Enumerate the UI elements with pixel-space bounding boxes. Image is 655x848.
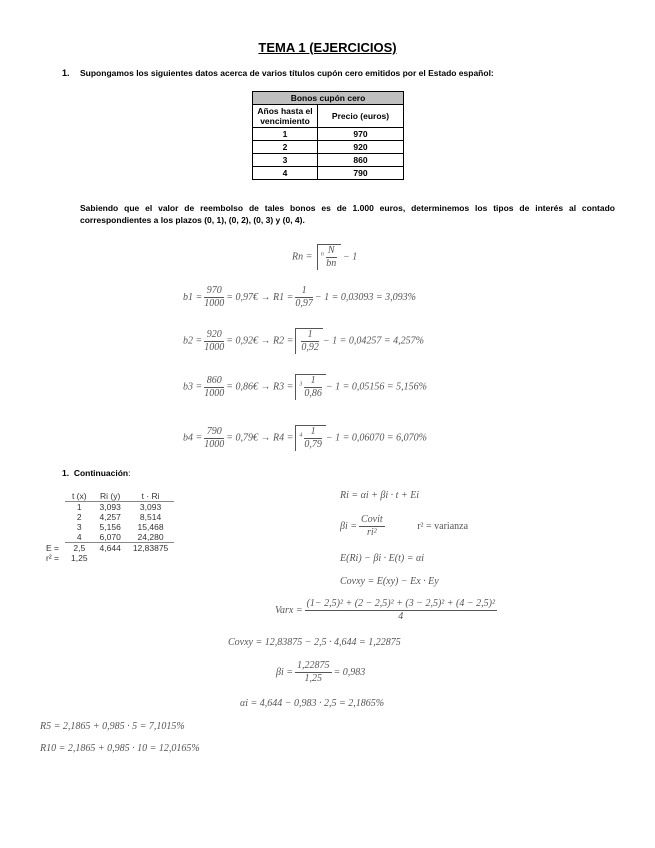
beta-definition: βi = $\frac{\text{Covit}}{\text{ri²}}$ r² = varianza bbox=[340, 514, 469, 538]
regression-model: Ri = αi + βi · t + Ei bbox=[340, 490, 420, 501]
equation-b2: b2 = $\frac{920}{1000}$ = 0,92€ → R2 = $\frac{1}{0,92}$ − 1 = 0,04257 = 4,257% bbox=[183, 328, 424, 353]
col-header-anos: Años hasta el vencimiento bbox=[253, 105, 318, 128]
stats-table: t (x) Ri (y) t · Ri 1 3,093 3,093 2 4,257 8,514 3 5,156 15,468 4 6,070 24,280 E = 2,5 4,644 12,83875 r² = 1,25 bbox=[40, 491, 174, 563]
alpha-definition: E(Ri) − βi · E(t) = αi bbox=[340, 553, 424, 564]
r5-result: R5 = 2,1865 + 0,985 · 5 = 7,1015% bbox=[40, 721, 185, 732]
exercise-number: 1. bbox=[62, 68, 70, 78]
table-row: 1 970 bbox=[253, 128, 404, 141]
table-row: 1 3,093 3,093 bbox=[76, 502, 162, 512]
table-row: 3 5,156 15,468 bbox=[76, 522, 164, 532]
alpha-result: αi = 4,644 − 0,983 · 2,5 = 2,1865% bbox=[240, 698, 385, 709]
table-row: 4 6,070 24,280 bbox=[40, 532, 174, 543]
table-row: 2 4,257 8,514 bbox=[76, 512, 162, 522]
cov-definition: Covxy = E(xy) − Ex · Ey bbox=[340, 576, 439, 587]
expectation-row: E = 2,5 4,644 12,83875 bbox=[46, 542, 169, 553]
covariance-result: Covxy = 12,83875 − 2,5 · 4,644 = 1,22875 bbox=[228, 637, 401, 648]
exercise-statement: Supongamos los siguientes datos acerca de varios títulos cupón cero emitidos por el Estado español: bbox=[80, 68, 494, 78]
bonos-table bbox=[252, 91, 404, 180]
page-title: TEMA 1 (EJERCICIOS) bbox=[258, 40, 397, 55]
col-header-precio: Precio (euros) bbox=[318, 105, 404, 128]
table-row: 3 860 bbox=[253, 154, 404, 167]
problem-paragraph: Sabiendo que el valor de reembolso de tales bonos es de 1.000 euros, determinemos los tipos de interés al contado correspondientes a los plazos (0, 1), (0, 2), (0, 3) y (0, 4). bbox=[80, 203, 615, 225]
general-formula: Rn = $^n$ $\frac{N}{bn}$ − 1 bbox=[292, 245, 358, 269]
continuation-heading: 1. Continuación: bbox=[62, 468, 131, 478]
table-row: 4 790 bbox=[253, 167, 404, 180]
equation-b3: b3 = $\frac{860}{1000}$ = 0,86€ → R3 = $^3$ $\frac{1}{0,86}$ − 1 = 0,05156 = 5,156% bbox=[183, 374, 427, 399]
equation-b4: b4 = $\frac{790}{1000}$ = 0,79€ → R4 = $^4$ $\frac{1}{0,79}$ − 1 = 0,06070 = 6,070% bbox=[183, 425, 427, 450]
r2-row: r² = 1,25 bbox=[46, 553, 88, 563]
equation-b1: b1 = $\frac{970}{1000}$ = 0,97€ → R1 = $\frac{1}{0,97}$ − 1 = 0,03093 = 3,093% bbox=[183, 285, 416, 309]
variance-equation: Varx = $\frac{\text{(1− 2,5)² + (2 − 2,5)² + (3 − 2,5)² + (4 − 2,5)²}}{4}$ bbox=[275, 598, 495, 622]
beta-result: βi = $\frac{1,22875}{1,25}$ = 0,983 bbox=[276, 660, 366, 684]
r10-result: R10 = 2,1865 + 0,985 · 10 = 12,0165% bbox=[40, 743, 200, 754]
table-caption: Bonos cupón cero bbox=[253, 92, 404, 105]
table-row: 2 920 bbox=[253, 141, 404, 154]
